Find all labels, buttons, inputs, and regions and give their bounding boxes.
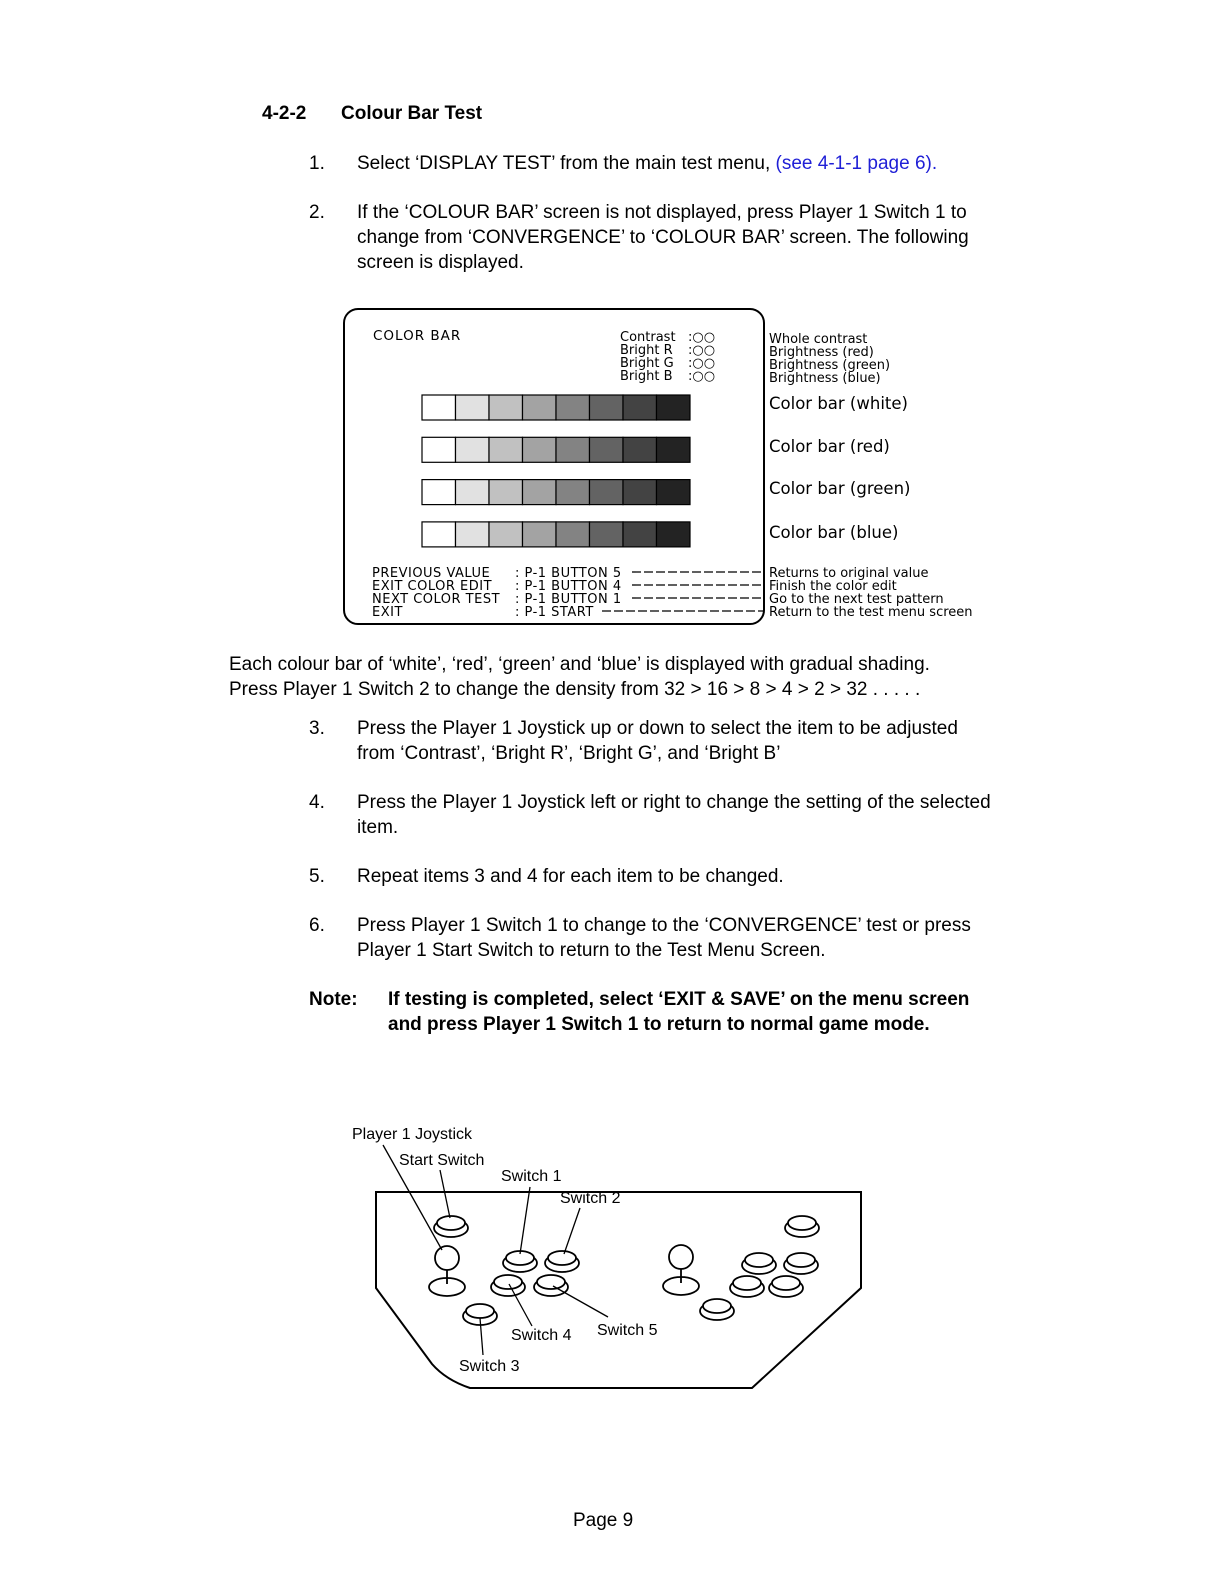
setting-label: Bright B <box>620 369 673 384</box>
callout-line <box>520 1187 530 1254</box>
step-line: screen is displayed. <box>357 252 524 273</box>
step-number: 4. <box>309 792 325 813</box>
bar-description: Color bar (blue) <box>769 523 899 542</box>
section-number: 4-2-2 <box>262 103 307 124</box>
step-line: Player 1 Start Switch to return to the Test Menu Screen. <box>357 940 826 961</box>
callout-line <box>440 1170 450 1218</box>
player2-switch-2 <box>784 1253 818 1274</box>
player1-switch-5 <box>534 1275 568 1296</box>
start-switch-label: Start Switch <box>399 1152 485 1169</box>
note-line: and press Player 1 Switch 1 to return to normal game mode. <box>388 1014 930 1035</box>
player2-switch-5 <box>769 1276 803 1297</box>
player2-switch-1 <box>742 1253 776 1274</box>
screen-title: COLOR BAR <box>373 328 462 344</box>
callout-lines <box>383 1145 608 1355</box>
control-action: EXIT COLOR EDIT <box>372 579 493 594</box>
setting-description: Whole contrast <box>769 332 868 347</box>
control-action: EXIT <box>372 605 403 620</box>
step-line: Select ‘DISPLAY TEST’ from the main test menu, <box>357 153 776 174</box>
control-button: : P-1 BUTTON 5 <box>515 566 622 581</box>
callout-line <box>509 1284 532 1326</box>
step-number: 6. <box>309 915 325 936</box>
control-description: Go to the next test pattern <box>769 592 944 607</box>
player2-switch-4 <box>730 1276 764 1297</box>
setting-label: Contrast <box>620 330 676 345</box>
step-number: 3. <box>309 718 325 739</box>
step-line: Press the Player 1 Joystick up or down to select the item to be adjusted <box>357 718 958 739</box>
callout-line <box>564 1208 580 1254</box>
step-number: 5. <box>309 866 325 887</box>
control-description: Return to the test menu screen <box>769 605 973 620</box>
paragraph-line: Press Player 1 Switch 2 to change the density from 32 > 16 > 8 > 4 > 2 > 32 . . . . . <box>229 679 921 700</box>
switch-5-label: Switch 5 <box>597 1322 658 1339</box>
page-reference-link[interactable]: (see 4-1-1 page 6). <box>775 153 938 174</box>
player2-joystick <box>663 1245 699 1295</box>
player1-switch-4 <box>491 1275 525 1296</box>
player2-start-button <box>785 1216 819 1237</box>
callout-line <box>553 1286 608 1317</box>
control-button: : P-1 BUTTON 4 <box>515 579 622 594</box>
joystick-label: Player 1 Joystick <box>352 1126 473 1143</box>
section-title: Colour Bar Test <box>341 103 483 124</box>
setting-description: Brightness (red) <box>769 345 874 360</box>
setting-description: Brightness (blue) <box>769 371 881 386</box>
switch-1-label: Switch 1 <box>501 1168 562 1185</box>
step-line: item. <box>357 817 399 838</box>
note-label: Note: <box>309 989 358 1010</box>
control-button: : P-1 START <box>515 605 594 620</box>
panel-labels <box>352 1126 658 1375</box>
paragraph-line: Each colour bar of ‘white’, ‘red’, ‘green’ and ‘blue’ is displayed with gradual shading. <box>229 654 930 675</box>
player1-start-button <box>434 1216 468 1237</box>
step-line: Press the Player 1 Joystick left or right to change the setting of the selected <box>357 792 991 813</box>
setting-value: :○○ <box>688 343 716 358</box>
player1-switch-1 <box>503 1251 537 1272</box>
player1-joystick <box>429 1246 465 1296</box>
callout-line <box>480 1318 483 1355</box>
control-description: Finish the color edit <box>769 579 897 594</box>
note-line: If testing is completed, select ‘EXIT & SAVE’ on the menu screen <box>388 989 970 1010</box>
step-line: from ‘Contrast’, ‘Bright R’, ‘Bright G’, and ‘Bright B’ <box>357 743 781 764</box>
setting-label: Bright R <box>620 343 673 358</box>
switch-4-label: Switch 4 <box>511 1327 572 1344</box>
page-number: Page 9 <box>573 1510 634 1531</box>
bar-description: Color bar (green) <box>769 479 911 498</box>
control-button: : P-1 BUTTON 1 <box>515 592 622 607</box>
bar-description: Color bar (red) <box>769 437 890 456</box>
step-line: Repeat items 3 and 4 for each item to be changed. <box>357 866 784 887</box>
setting-label: Bright G <box>620 356 674 371</box>
step-line: If the ‘COLOUR BAR’ screen is not displayed, press Player 1 Switch 1 to <box>357 202 967 223</box>
setting-value: :○○ <box>688 356 716 371</box>
player2-switch-3 <box>700 1299 734 1320</box>
setting-description: Brightness (green) <box>769 358 891 373</box>
switch-3-label: Switch 3 <box>459 1358 520 1375</box>
control-description: Returns to original value <box>769 566 929 581</box>
step-number: 1. <box>309 153 325 174</box>
control-action: PREVIOUS VALUE <box>372 566 491 581</box>
setting-value: :○○ <box>688 330 716 345</box>
step-number: 2. <box>309 202 325 223</box>
step-line: change from ‘CONVERGENCE’ to ‘COLOUR BAR’ screen. The following <box>357 227 969 248</box>
player1-switch-2 <box>545 1251 579 1272</box>
step-line: Press Player 1 Switch 1 to change to the ‘CONVERGENCE’ test or press <box>357 915 971 936</box>
setting-value: :○○ <box>688 369 716 384</box>
control-action: NEXT COLOR TEST <box>372 592 501 607</box>
switch-2-label: Switch 2 <box>560 1190 621 1207</box>
bar-description: Color bar (white) <box>769 394 908 413</box>
